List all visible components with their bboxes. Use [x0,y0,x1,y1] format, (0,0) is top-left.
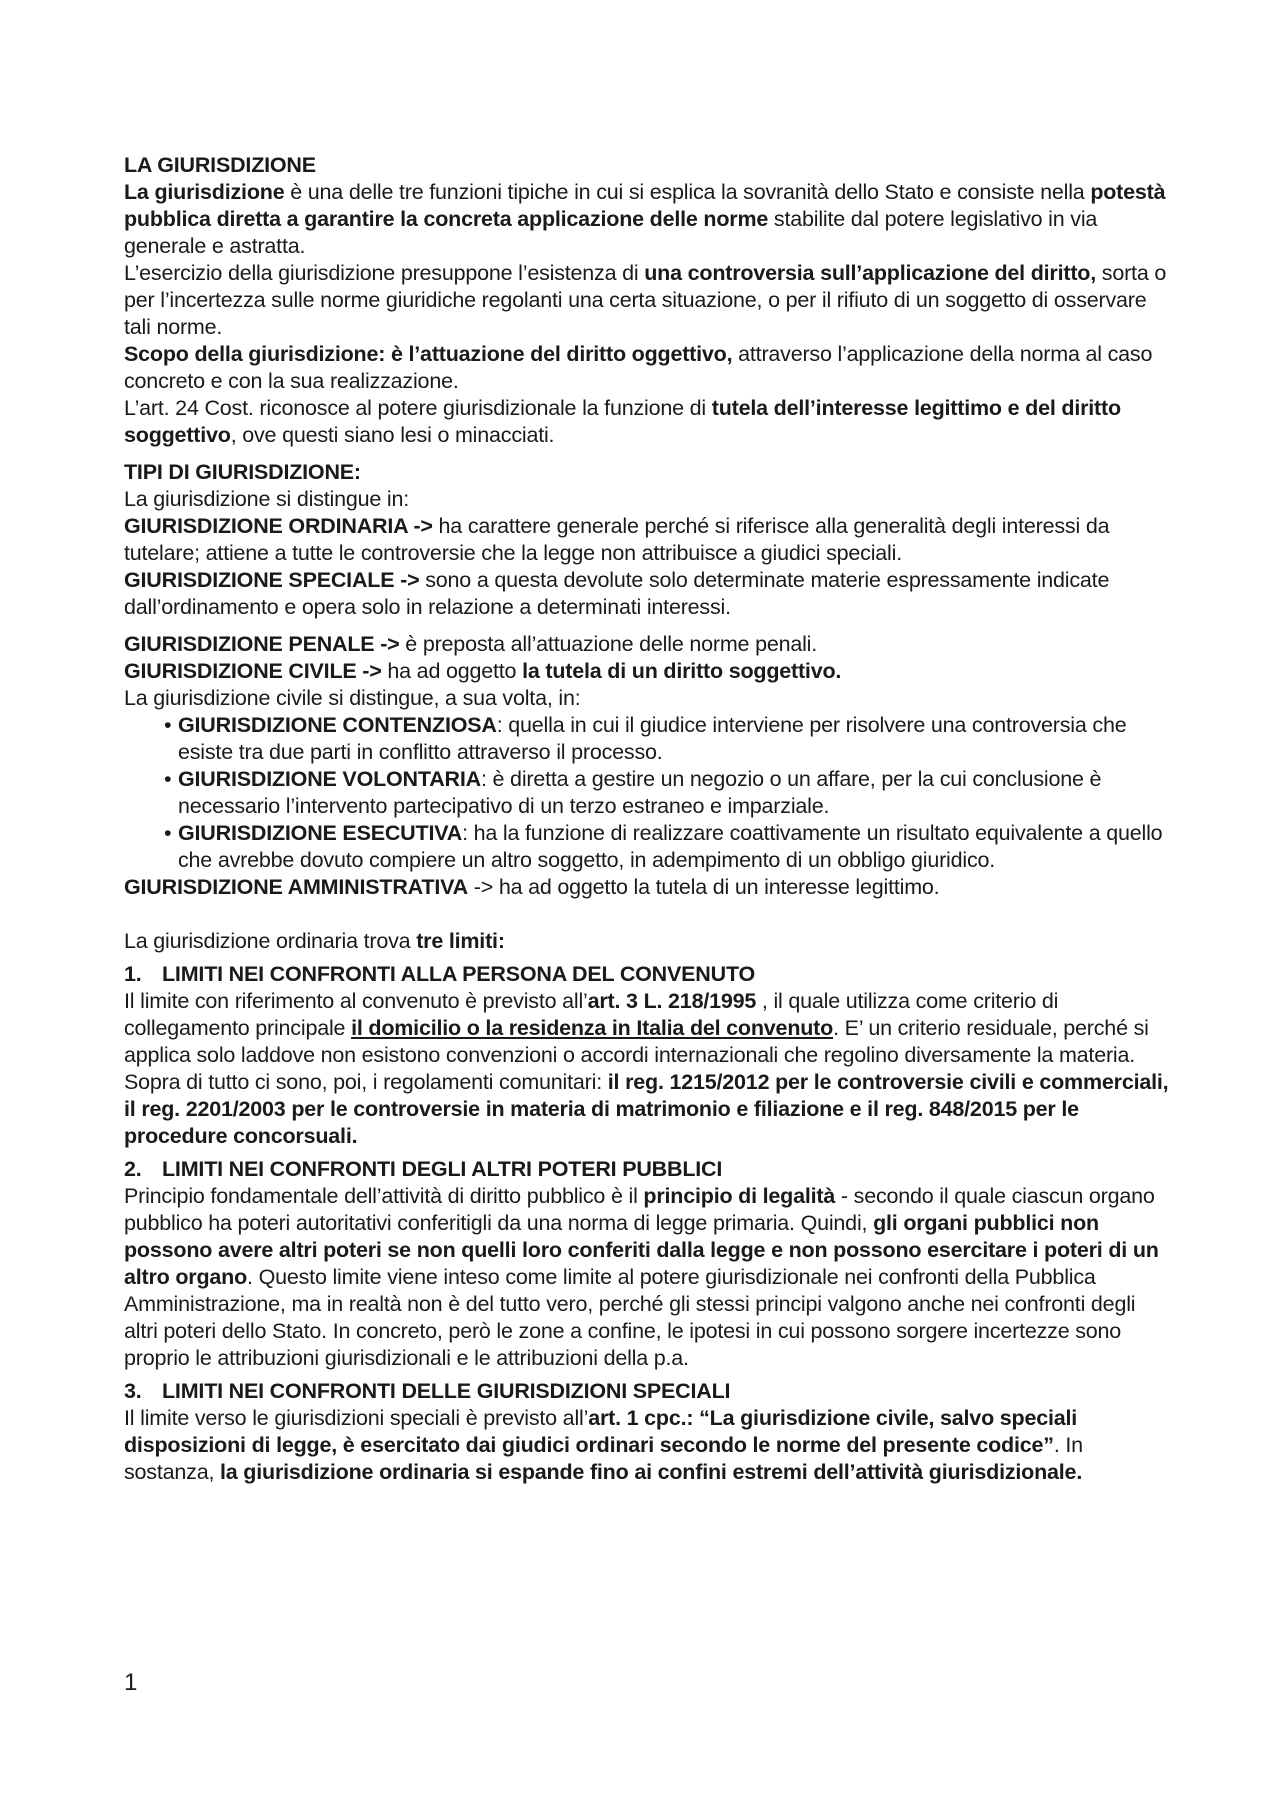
intro-paragraph: La giurisdizione è una delle tre funzioni tipiche in cui si esplica la sovranità dello Stato e consiste nella potestà pubblica diretta a garantire la concreta applicazione delle norme stabilite dal potere legislativo in via generale e astratta. [124,180,1166,258]
list-item: • GIURISDIZIONE VOLONTARIA: è diretta a gestire un negozio o un affare, per la cui conclusione è necessario l’intervento partecipativo di un terzo estraneo e imparziale. [164,766,1170,820]
limit-body-1: Il limite con riferimento al convenuto è previsto all’art. 3 L. 218/1995 , il quale utilizza come criterio di collegamento principale il domicilio o la residenza in Italia del convenuto. E’ un criterio residuale, perché si applica solo laddove non esistono convenzioni o accordi internazionali che regolino diversamente la materia. Sopra di tutto ci sono, poi, i regolamenti comunitari: il reg. 1215/2012 per le controversie civili e commerciali, il reg. 2201/2003 per le controversie in materia di matrimonio e filiazione e il reg. 848/2015 per le procedure concorsuali. [124,989,1169,1148]
scopo-paragraph: Scopo della giurisdizione: è l’attuazione del diritto oggettivo, attraverso l’applicazione della norma al caso concreto e con la sua realizzazione. [124,342,1153,393]
civile-list [124,712,1170,874]
ordinaria-paragraph: GIURISDIZIONE ORDINARIA -> ha carattere generale perché si riferisce alla generalità degli interessi da tutelare; attiene a tutte le controversie che la legge non attribuisce a giudici speciali. [124,514,1110,565]
list-item: • GIURISDIZIONE ESECUTIVA: ha la funzione di realizzare coattivamente un risultato equivalente a quello che avrebbe dovuto compiere un altro soggetto, in adempimento di un obbligo giuridico. [164,820,1170,874]
list-item: • GIURISDIZIONE CONTENZIOSA: quella in cui il giudice interviene per risolvere una controversia che esiste tra due parti in conflitto attraverso il processo. [164,712,1170,766]
limit-title: LIMITI NEI CONFRONTI ALLA PERSONA DEL CONVENUTO [162,962,756,986]
limit-title: LIMITI NEI CONFRONTI DEGLI ALTRI POTERI PUBBLICI [162,1157,723,1181]
tipi-intro: La giurisdizione si distingue in: [124,487,410,511]
limit-heading-2 [124,1156,1170,1183]
page-title: LA GIURISDIZIONE [124,153,316,177]
limit-heading-1 [124,961,1170,988]
penale-paragraph: GIURISDIZIONE PENALE -> è preposta all’attuazione delle norme penali. [124,632,818,656]
civile-paragraph: GIURISDIZIONE CIVILE -> ha ad oggetto la tutela di un diritto soggettivo. [124,659,842,683]
limit-body-3: Il limite verso le giurisdizioni speciali è previsto all’art. 1 cpc.: “La giurisdizione civile, salvo speciali disposizioni di legge, è esercitato dai giudici ordinari secondo le norme del presente codice”. In sostanza, la giurisdizione ordinaria si espande fino ai confini estremi dell’attività giurisdizionale. [124,1406,1083,1484]
civile-intro: La giurisdizione civile si distingue, a sua volta, in: [124,686,581,710]
limit-number: 3. [124,1379,142,1403]
amministrativa-paragraph: GIURISDIZIONE AMMINISTRATIVA -> ha ad oggetto la tutela di un interesse legittimo. [124,875,940,899]
limit-number: 2. [124,1157,142,1181]
art24-paragraph: L’art. 24 Cost. riconosce al potere giurisdizionale la funzione di tutela dell’interesse legittimo e del diritto soggettivo, ove questi siano lesi o minacciati. [124,396,1121,447]
limit-title: LIMITI NEI CONFRONTI DELLE GIURISDIZIONI SPECIALI [162,1379,731,1403]
limit-body-2: Principio fondamentale dell’attività di diritto pubblico è il principio di legalità - secondo il quale ciascun organo pubblico ha poteri autoritativi conferitigli da una norma di legge primaria. Quindi, gli organi pubblici non possono avere altri poteri se non quelli loro conferiti dalla legge e non possono esercitare i poteri di un altro organo. Questo limite viene inteso come limite al potere giurisdizionale nei confronti della Pubblica Amministrazione, ma in realtà non è del tutto vero, perché gli stessi principi valgono anche nei confronti degli altri poteri dello Stato. In concreto, però le zone a confine, le ipotesi in cui possono sorgere incertezze sono proprio le attribuzioni giurisdizionali e le attribuzioni della p.a. [124,1184,1159,1370]
limit-heading-3 [124,1378,1170,1405]
page-number: 1 [124,1669,138,1696]
limit-number: 1. [124,962,142,986]
limiti-intro: La giurisdizione ordinaria trova tre limiti: [124,929,505,953]
esercizio-paragraph: L’esercizio della giurisdizione presuppone l’esistenza di una controversia sull’applicazione del diritto, sorta o per l’incertezza sulle norme giuridiche regolanti una certa situazione, o per il rifiuto di un soggetto di osservare tali norme. [124,261,1167,339]
tipi-heading: TIPI DI GIURISDIZIONE: [124,460,361,484]
speciale-paragraph: GIURISDIZIONE SPECIALE -> sono a questa devolute solo determinate materie espressamente indicate dall’ordinamento e opera solo in relazione a determinati interessi. [124,568,1110,619]
